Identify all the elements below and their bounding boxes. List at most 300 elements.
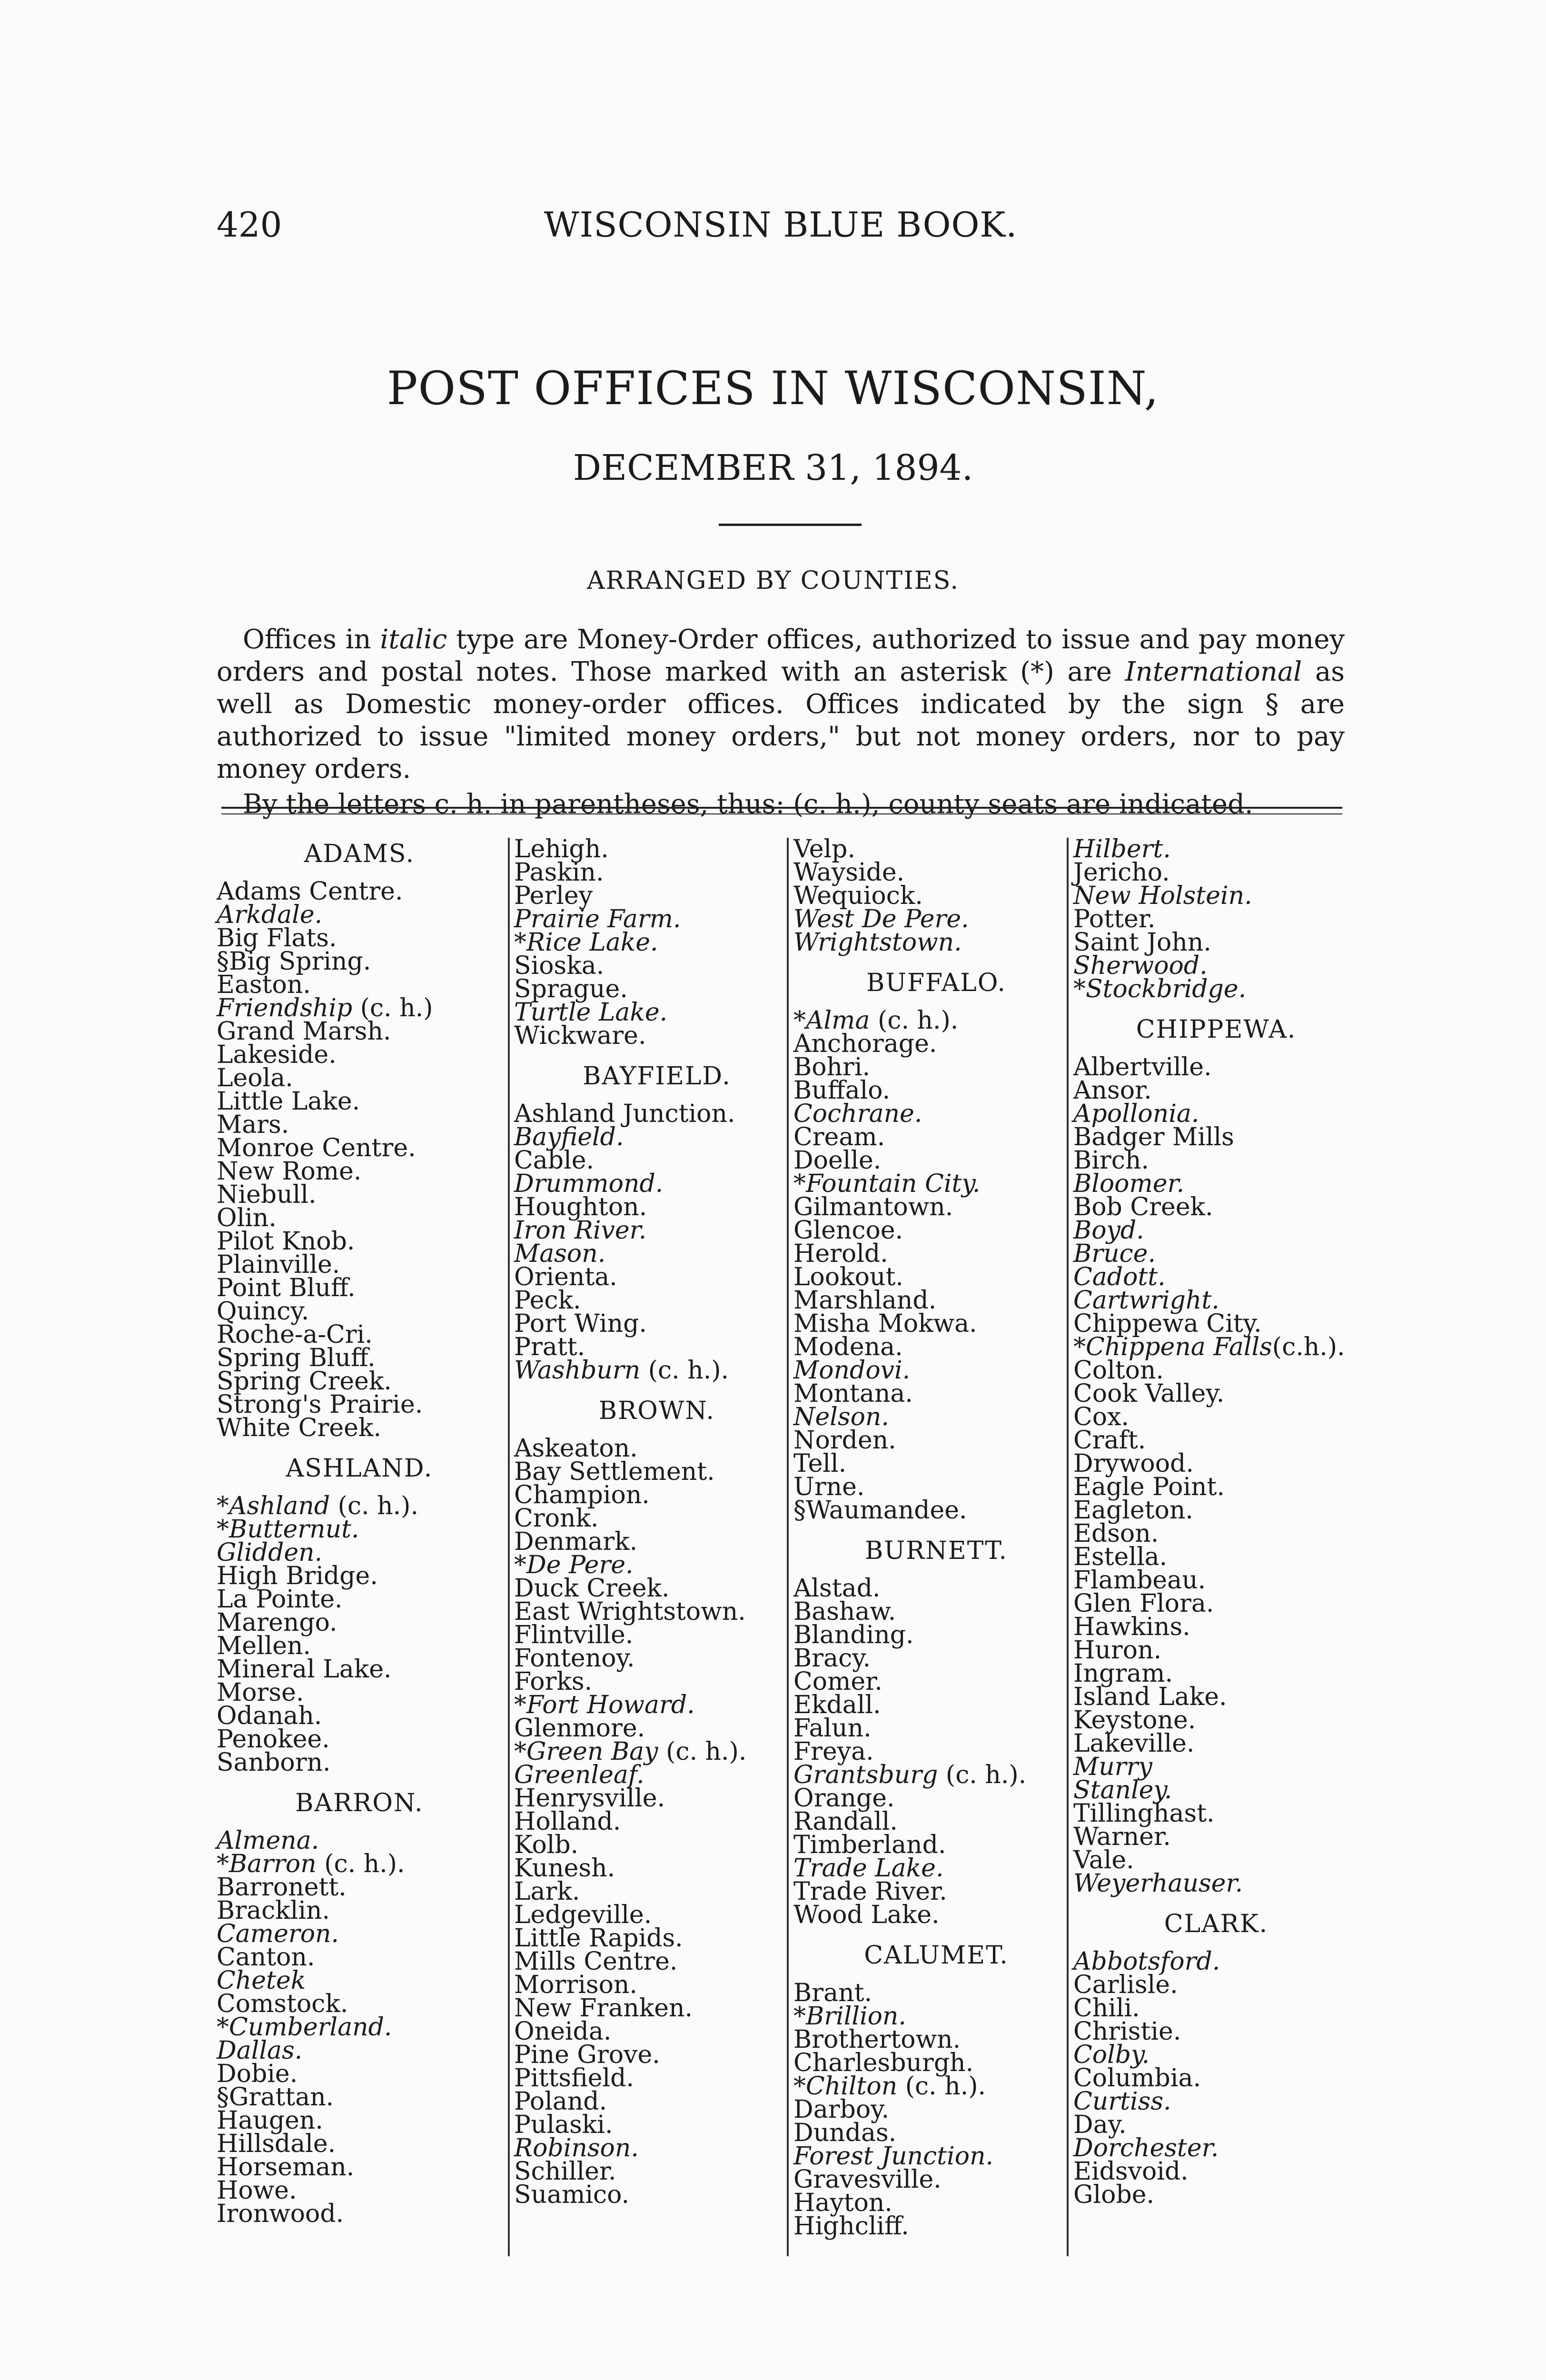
- post-office-entry: [514, 2157, 800, 2186]
- post-office-name: Tillinghast.: [1073, 1799, 1215, 1828]
- post-office-name: Morrison.: [514, 1971, 637, 1999]
- post-office-entry: [1073, 1333, 1359, 1361]
- post-office-name: Modena.: [793, 1333, 903, 1361]
- post-office-entry: [1073, 2017, 1359, 2046]
- post-office-name: Friendship: [217, 994, 353, 1022]
- post-office-entry: [793, 1216, 1079, 1245]
- post-office-name: Ekdall.: [793, 1691, 881, 1719]
- post-office-name: *Alma: [793, 1006, 870, 1035]
- post-office-name: New Holstein.: [1073, 882, 1252, 910]
- post-office-entry: [217, 1632, 502, 1660]
- post-office-name: Trade River.: [793, 1877, 947, 1906]
- post-office-name: Haugen.: [217, 2106, 323, 2135]
- title-rule: [719, 524, 862, 526]
- post-office-entry: [793, 1006, 1079, 1035]
- post-office-entry: [514, 2087, 800, 2116]
- post-office-name: Drummond.: [514, 1170, 664, 1198]
- post-office-name: Randall.: [793, 1807, 898, 1836]
- post-office-entry: [514, 1714, 800, 1743]
- post-office-entry: [514, 1242, 800, 1266]
- running-title: WISCONSIN BLUE BOOK.: [544, 205, 1018, 245]
- post-office-entry: [1073, 1994, 1359, 2023]
- post-office-name: Kunesh.: [514, 1854, 615, 1883]
- post-office-name: Cartwright.: [1073, 1286, 1219, 1315]
- post-office-name: Warner.: [1073, 1823, 1171, 1851]
- column-4: [1073, 835, 1359, 2209]
- post-office-entry: [793, 2212, 1079, 2241]
- post-office-entry: [1073, 1102, 1359, 1126]
- county-seat-marker: (c. h.).: [870, 1006, 959, 1035]
- post-office-name: Howe.: [217, 2176, 297, 2205]
- post-office-name: Orienta.: [514, 1263, 617, 1291]
- post-office-entry: [793, 2025, 1079, 2054]
- post-office-name: *De Pere.: [514, 1551, 634, 1579]
- post-office-entry: [793, 2142, 1079, 2171]
- post-office-name: Craft.: [1073, 1426, 1146, 1455]
- post-office-name: Pratt.: [514, 1333, 585, 1361]
- post-office-entry: [1073, 2113, 1359, 2137]
- post-office-name: Gilmantown.: [793, 1193, 953, 1221]
- intro-text-part: as well as Domestic money-order offices. Offices indicated by the sign § are authorized to issue "limited money orders," but not money orders, nor to pay money orders.: [217, 656, 1345, 784]
- post-office-entry: [793, 1102, 1079, 1126]
- post-office-entry: [514, 1504, 800, 1533]
- post-office-entry: [793, 1761, 1079, 1789]
- post-office-entry: [793, 1242, 1079, 1266]
- post-office-entry: [793, 1621, 1079, 1649]
- post-office-name: Arkdale.: [217, 901, 323, 929]
- post-office-entry: [217, 1180, 502, 1209]
- post-office-name: Lehigh.: [514, 835, 609, 863]
- post-office-name: Ledgeville.: [514, 1901, 652, 1929]
- post-office-entry: [1073, 1076, 1359, 1105]
- post-office-name: Kolb.: [514, 1831, 579, 1859]
- post-office-name: Cox.: [1073, 1403, 1129, 1431]
- post-office-name: Estella.: [1073, 1543, 1168, 1571]
- page-header: [217, 205, 1345, 248]
- post-office-name: Iron River.: [514, 1216, 647, 1245]
- post-office-entry: [514, 1123, 800, 1151]
- post-office-name: Little Lake.: [217, 1087, 360, 1116]
- post-office-name: Forks.: [514, 1667, 593, 1696]
- post-office-entry: [217, 1538, 502, 1567]
- county-heading: ASHLAND.: [286, 1454, 433, 1483]
- post-office-name: Cook Valley.: [1073, 1379, 1225, 1408]
- post-office-entry: [514, 1667, 800, 1696]
- post-office-entry: [217, 1966, 502, 1995]
- post-office-entry: [1073, 1869, 1359, 1898]
- county-seat-marker: (c. h.).: [897, 2072, 986, 2101]
- post-office-entry: [514, 1973, 800, 1997]
- post-office-entry: [514, 2017, 800, 2046]
- post-office-entry: [1073, 1286, 1359, 1315]
- post-office-name: Forest Junction.: [793, 2142, 994, 2171]
- post-office-entry: [1073, 1053, 1359, 1081]
- post-office-name: Little Rapids.: [514, 1924, 683, 1953]
- post-office-entry: [793, 858, 1079, 887]
- post-office-entry: [217, 2060, 502, 2088]
- post-office-name: Peck.: [514, 1286, 581, 1315]
- post-office-entry: [514, 2134, 800, 2162]
- post-office-entry: [217, 973, 502, 997]
- post-office-name: Fontenoy.: [514, 1644, 635, 1673]
- post-office-entry: [514, 1146, 800, 1175]
- post-office-entry: [514, 1460, 800, 1484]
- post-office-name: Trade Lake.: [793, 1854, 944, 1883]
- post-office-entry: [1073, 884, 1359, 908]
- post-office-entry: [514, 2183, 800, 2207]
- post-office-entry: [514, 1527, 800, 1556]
- post-office-name: Colby.: [1073, 2041, 1150, 2069]
- county-seat-marker: (c. h.).: [316, 1850, 405, 1878]
- post-office-name: Island Lake.: [1073, 1683, 1227, 1711]
- post-office-entry: [793, 835, 1079, 863]
- post-office-name: §Waumandee.: [793, 1496, 967, 1525]
- post-office-entry: [217, 1390, 502, 1419]
- post-office-columns: [217, 835, 1352, 2261]
- post-office-entry: [1073, 1846, 1359, 1874]
- county-seat-marker: (c. h.).: [938, 1761, 1027, 1789]
- post-office-entry: [1073, 975, 1359, 1003]
- post-office-entry: [793, 1356, 1079, 1385]
- post-office-entry: [793, 1123, 1079, 1151]
- post-office-entry: [514, 1574, 800, 1603]
- post-office-entry: [514, 975, 800, 1003]
- post-office-name: Hawkins.: [1073, 1613, 1190, 1641]
- post-office-entry: [793, 1714, 1079, 1743]
- post-office-name: Ashland Junction.: [514, 1100, 735, 1128]
- intro-italic-word: italic: [380, 624, 447, 655]
- post-office-name: Dundas.: [793, 2119, 897, 2147]
- post-office-entry: [793, 1286, 1079, 1315]
- post-office-name: Lookout.: [793, 1263, 903, 1291]
- post-office-name: La Pointe.: [217, 1585, 343, 1614]
- post-office-name: East Wrightstown.: [514, 1597, 746, 1626]
- post-office-name: *Fountain City.: [793, 1170, 981, 1198]
- post-office-name: Albertville.: [1073, 1053, 1212, 1081]
- post-office-name: Sherwood.: [1073, 952, 1208, 980]
- post-office-name: Comer.: [793, 1667, 882, 1696]
- post-office-entry: [1073, 2157, 1359, 2186]
- post-office-name: Lark.: [514, 1877, 580, 1906]
- post-office-entry: [217, 1087, 502, 1116]
- post-office-entry: [514, 1356, 800, 1385]
- post-office-name: Glen Flora.: [1073, 1589, 1214, 1618]
- post-office-entry: [1073, 1543, 1359, 1571]
- county-heading: BUFFALO.: [866, 969, 1006, 997]
- post-office-entry: [217, 1134, 502, 1162]
- post-office-name: *Stockbridge.: [1073, 975, 1247, 1003]
- post-office-name: Marengo.: [217, 1608, 337, 1637]
- intro-text-part: type are Money-Order offices, authorized to issue and pay money orders and postal notes. Those marked with an asterisk (*) are: [217, 624, 1345, 687]
- post-office-name: Sanborn.: [217, 1748, 331, 1777]
- post-office-name: Greenleaf.: [514, 1761, 644, 1789]
- post-office-name: Colton.: [1073, 1356, 1164, 1385]
- post-office-name: Stanley.: [1073, 1776, 1172, 1805]
- intro-text-part: Offices in: [243, 624, 380, 655]
- post-office-entry: [217, 903, 502, 927]
- column-3: [793, 835, 1079, 2241]
- post-office-name: Buffalo.: [793, 1076, 891, 1105]
- post-office-entry: [793, 1901, 1079, 1929]
- post-office-entry: [217, 1367, 502, 1396]
- post-office-entry: [793, 1644, 1079, 1673]
- post-office-name: Tell.: [793, 1449, 847, 1478]
- post-office-name: Cochrane.: [793, 1100, 922, 1128]
- post-office-entry: [793, 1496, 1079, 1525]
- post-office-entry: [1073, 1613, 1359, 1641]
- post-office-name: Highcliff.: [793, 2212, 909, 2241]
- post-office-name: Wayside.: [793, 858, 905, 887]
- post-office-name: Bloomer.: [1073, 1170, 1185, 1198]
- post-office-name: Falun.: [793, 1714, 872, 1743]
- county-heading: BARRON.: [295, 1789, 424, 1817]
- county-heading: ADAMS.: [304, 840, 415, 868]
- post-office-entry: [793, 2095, 1079, 2124]
- post-office-name: Odanah.: [217, 1702, 322, 1730]
- post-office-entry: [514, 1761, 800, 1789]
- post-office-name: High Bridge.: [217, 1562, 378, 1590]
- post-office-name: Schiller.: [514, 2157, 616, 2186]
- post-office-entry: [793, 1597, 1079, 1626]
- post-office-entry: [1073, 1519, 1359, 1548]
- post-office-entry: [793, 1737, 1079, 1766]
- post-office-name: Henrysville.: [514, 1784, 665, 1813]
- post-office-name: Pittsfield.: [514, 2064, 634, 2092]
- post-office-name: Grand Marsh.: [217, 1017, 391, 1046]
- post-office-name: Brant.: [793, 1979, 872, 2007]
- post-office-name: Sioska.: [514, 952, 605, 980]
- post-office-name: New Rome.: [217, 1157, 362, 1186]
- post-office-entry: [1073, 928, 1359, 957]
- post-office-entry: [217, 2132, 502, 2156]
- post-office-name: Marshland.: [793, 1286, 937, 1315]
- post-office-name: Turtle Lake.: [514, 998, 668, 1027]
- post-office-entry: [793, 1426, 1079, 1455]
- post-office-entry: [514, 954, 800, 978]
- post-office-entry: [217, 1702, 502, 1730]
- post-office-entry: [514, 1021, 800, 1050]
- post-office-entry: [514, 1994, 800, 2023]
- county-seat-marker: (c. h.).: [658, 1737, 747, 1766]
- post-office-name: §Grattan.: [217, 2083, 334, 2112]
- post-office-name: Spring Bluff.: [217, 1344, 376, 1372]
- post-office-entry: [217, 994, 502, 1022]
- post-office-name: Chili.: [1073, 1994, 1140, 2023]
- post-office-entry: [514, 1597, 800, 1626]
- post-office-name: Wood Lake.: [793, 1901, 940, 1929]
- post-office-entry: [1073, 1309, 1359, 1338]
- post-office-name: Saint John.: [1073, 928, 1211, 957]
- post-office-entry: [1073, 1193, 1359, 1221]
- post-office-name: Suamico.: [514, 2181, 630, 2209]
- post-office-entry: [217, 2106, 502, 2135]
- post-office-entry: [1073, 1706, 1359, 1735]
- post-office-entry: [514, 1309, 800, 1338]
- post-office-entry: [793, 1979, 1079, 2007]
- post-office-name: Olin.: [217, 1204, 277, 1232]
- post-office-entry: [793, 1263, 1079, 1291]
- post-office-name: *Rice Lake.: [514, 928, 658, 957]
- post-office-name: §Big Spring.: [217, 947, 371, 976]
- post-office-name: Montana.: [793, 1379, 913, 1408]
- post-office-entry: [1073, 2183, 1359, 2207]
- post-office-name: Barronett.: [217, 1873, 347, 1902]
- post-office-name: *Chippena Falls: [1073, 1333, 1272, 1361]
- post-office-name: Freya.: [793, 1737, 874, 1766]
- post-office-name: Bay Settlement.: [514, 1458, 715, 1486]
- post-office-entry: [514, 858, 800, 887]
- post-office-name: Doelle.: [793, 1146, 882, 1175]
- post-office-entry: [514, 1877, 800, 1906]
- post-office-entry: [217, 1896, 502, 1925]
- post-office-entry: [217, 1414, 502, 1442]
- post-office-name: Hilbert.: [1073, 835, 1171, 863]
- post-office-entry: [217, 1678, 502, 1707]
- post-office-name: Askeaton.: [514, 1434, 638, 1463]
- post-office-entry: [217, 1515, 502, 1544]
- post-office-name: Day.: [1073, 2111, 1127, 2139]
- post-office-name: Edson.: [1073, 1519, 1159, 1548]
- column-1: [217, 838, 502, 2226]
- double-rule: [221, 807, 1342, 814]
- post-office-entry: [793, 1333, 1079, 1361]
- post-office-entry: [1073, 1263, 1359, 1291]
- post-office-entry: [793, 1667, 1079, 1696]
- county-seat-marker: (c. h.).: [640, 1356, 729, 1385]
- post-office-name: Blanding.: [793, 1621, 914, 1649]
- post-office-name: Bracklin.: [217, 1896, 330, 1925]
- post-office-name: Robinson.: [514, 2134, 639, 2162]
- post-office-entry: [514, 835, 800, 863]
- post-office-name: Oneida.: [514, 2017, 612, 2046]
- post-office-name: Spring Creek.: [217, 1367, 392, 1396]
- post-office-entry: [793, 2189, 1079, 2217]
- post-office-entry: [514, 1621, 800, 1649]
- post-office-entry: [217, 1873, 502, 1902]
- post-office-entry: [793, 2072, 1079, 2101]
- post-office-name: Urne.: [793, 1473, 865, 1501]
- post-office-name: Wickware.: [514, 1021, 646, 1050]
- post-office-name: Glencoe.: [793, 1216, 903, 1245]
- post-office-name: Eidsvoid.: [1073, 2157, 1189, 2186]
- post-office-entry: [793, 1053, 1079, 1081]
- post-office-entry: [1073, 1973, 1359, 1997]
- post-office-name: New Franken.: [514, 1994, 693, 2023]
- post-office-name: White Creek.: [217, 1414, 381, 1442]
- intro-paragraph-2: By the letters c. h. in parentheses, thus: (c. h.), county seats are indicated.: [243, 789, 1253, 820]
- post-office-name: *Barron: [217, 1850, 317, 1878]
- post-office-name: Mills Centre.: [514, 1947, 678, 1976]
- post-office-entry: [793, 905, 1079, 933]
- post-office-name: Cream.: [793, 1123, 885, 1151]
- post-office-entry: [217, 1320, 502, 1349]
- post-office-name: Canton.: [217, 1943, 315, 1972]
- post-office-name: Ingram.: [1073, 1659, 1173, 1688]
- post-office-name: Horseman.: [217, 2153, 355, 2182]
- post-office-name: Dallas.: [217, 2036, 303, 2065]
- post-office-name: Boyd.: [1073, 1216, 1144, 1245]
- post-office-entry: [217, 877, 502, 906]
- post-office-name: Abbotsford.: [1073, 1947, 1220, 1976]
- post-office-entry: [217, 1850, 502, 1878]
- post-office-entry: [793, 1403, 1079, 1431]
- post-office-entry: [514, 2113, 800, 2137]
- post-office-name: Birch.: [1073, 1146, 1149, 1175]
- post-office-entry: [1073, 1755, 1359, 1779]
- county-seat-marker: (c. h.).: [330, 1492, 418, 1520]
- post-office-entry: [514, 1286, 800, 1315]
- post-office-name: Perley: [514, 882, 593, 910]
- column-2: [514, 835, 800, 2209]
- post-office-name: Alstad.: [793, 1574, 881, 1603]
- post-office-entry: [217, 1113, 502, 1137]
- post-office-name: Lakeville.: [1073, 1729, 1195, 1758]
- post-office-entry: [217, 1064, 502, 1092]
- post-office-entry: [1073, 1947, 1359, 1976]
- post-office-entry: [1073, 1123, 1359, 1151]
- post-office-name: Hayton.: [793, 2189, 892, 2217]
- post-office-entry: [793, 2119, 1079, 2147]
- post-office-entry: [217, 1655, 502, 1684]
- post-office-entry: [514, 1947, 800, 1976]
- post-office-entry: [217, 2083, 502, 2112]
- post-office-entry: [1073, 1776, 1359, 1805]
- post-office-entry: [217, 1990, 502, 2018]
- column-divider: [508, 838, 510, 2256]
- post-office-name: Big Flats.: [217, 924, 337, 952]
- post-office-entry: [1073, 858, 1359, 887]
- post-office-entry: [514, 1691, 800, 1719]
- county-heading: CALUMET.: [864, 1941, 1009, 1970]
- post-office-entry: [514, 1263, 800, 1291]
- post-office-name: *Cumberland.: [217, 2013, 392, 2042]
- post-office-entry: [217, 1274, 502, 1302]
- post-office-name: Penokee.: [217, 1725, 330, 1754]
- post-office-name: Port Wing.: [514, 1309, 647, 1338]
- post-office-entry: [793, 1309, 1079, 1338]
- post-office-name: Roche-a-Cri.: [217, 1320, 373, 1349]
- post-office-entry: [514, 1807, 800, 1836]
- post-office-name: Niebull.: [217, 1180, 317, 1209]
- post-office-entry: [1073, 1356, 1359, 1385]
- post-office-name: Flambeau.: [1073, 1566, 1206, 1595]
- post-office-name: Lakeside.: [217, 1041, 337, 1069]
- post-office-name: Chetek: [217, 1966, 306, 1995]
- post-office-entry: [217, 1562, 502, 1590]
- post-office-name: Eagle Point.: [1073, 1473, 1225, 1501]
- post-office-name: Cadott.: [1073, 1263, 1166, 1291]
- post-office-name: *Fort Howard.: [514, 1691, 695, 1719]
- post-office-name: Washburn: [514, 1356, 641, 1385]
- post-office-name: Sprague.: [514, 975, 628, 1003]
- post-office-entry: [1073, 954, 1359, 978]
- post-office-name: Velp.: [793, 835, 855, 863]
- post-office-name: Poland.: [514, 2087, 607, 2116]
- post-office-entry: [217, 1748, 502, 1777]
- post-office-name: Murry: [1073, 1753, 1152, 1781]
- post-office-entry: [217, 1943, 502, 1972]
- post-office-name: Cronk.: [514, 1504, 599, 1533]
- post-office-entry: [1073, 1379, 1359, 1408]
- post-office-entry: [793, 2049, 1079, 2077]
- county-heading: BROWN.: [598, 1397, 715, 1425]
- post-office-entry: [217, 2202, 502, 2226]
- post-office-name: Bashaw.: [793, 1597, 896, 1626]
- post-office-name: *Brillion.: [793, 2002, 906, 2031]
- post-office-entry: [1073, 1825, 1359, 1849]
- post-office-entry: [793, 1784, 1079, 1813]
- post-office-entry: [217, 1344, 502, 1372]
